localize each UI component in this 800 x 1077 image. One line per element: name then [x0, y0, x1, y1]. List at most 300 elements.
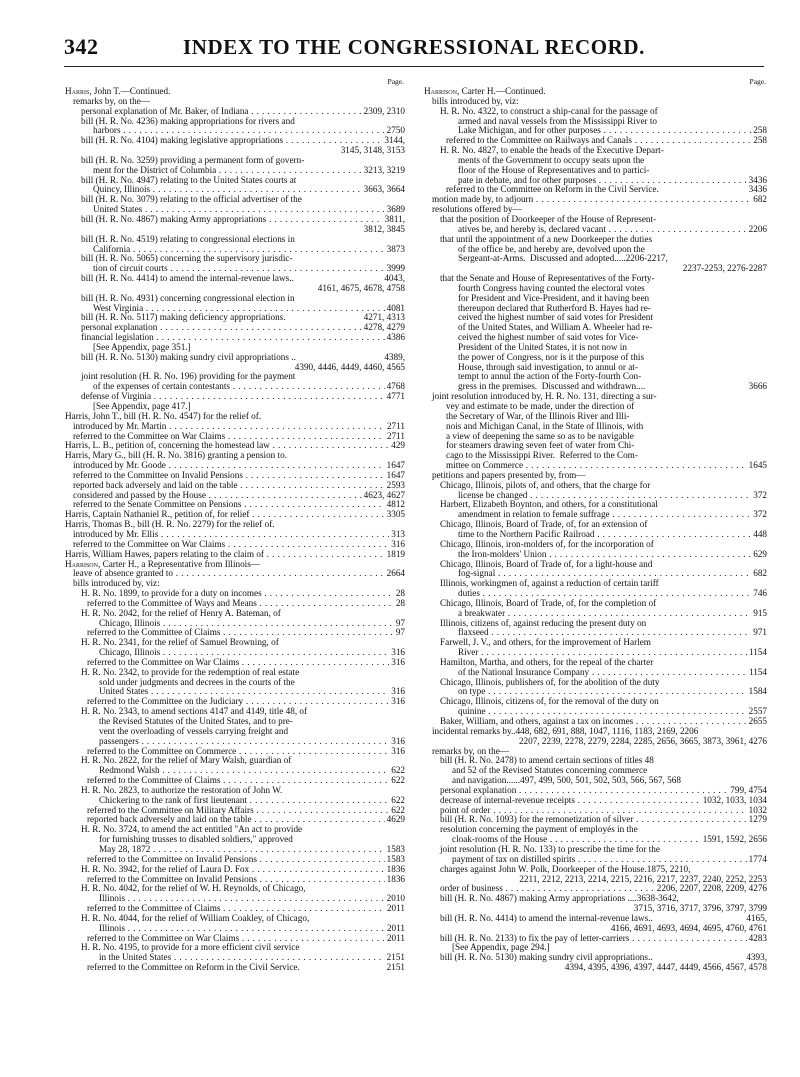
- entry-text: bill (H. R. No. 4931) concerning congressional election in: [81, 292, 295, 303]
- entry-text: 4161, 4675, 4678, 4758: [317, 282, 405, 293]
- index-entry-line: [65, 117, 405, 127]
- entry-text: Harris, John T.—Continued.: [65, 86, 171, 96]
- entry-text: personal explanation . . .: [440, 786, 767, 795]
- page-reference: 1591, 1592, 2656: [702, 835, 767, 845]
- index-entry-line: [65, 195, 405, 205]
- index-entry-line: [65, 254, 405, 264]
- index-entry-line: [65, 126, 405, 136]
- entry-text: duties . . .: [458, 589, 767, 598]
- page-reference: 4043,: [384, 273, 405, 284]
- entry-text: 4390, 4446, 4449, 4460, 4565: [294, 361, 405, 372]
- entry-text: fourth Congress having counted the electoral votes: [458, 282, 645, 293]
- entry-text: amendment in relation to female suffrage . . .: [458, 510, 767, 519]
- page-reference: 2206, 2207, 2208, 2209, 4276: [656, 884, 767, 894]
- index-entry-line: [424, 697, 767, 707]
- page-reference: 1154: [748, 648, 767, 658]
- entry-text: fog-signal . . .: [458, 569, 767, 578]
- page-reference: 3213, 3219: [363, 165, 405, 175]
- page-reference: 3305: [386, 510, 405, 520]
- index-entry-line: [424, 638, 767, 648]
- index-entry-line: [424, 117, 767, 127]
- page-reference: 4165,: [746, 912, 767, 923]
- page-title: INDEX TO THE CONGRESSIONAL RECORD.: [182, 35, 646, 59]
- index-entry-line: [424, 924, 767, 934]
- page-reference: 97: [395, 618, 405, 628]
- entry-text: 2207, 2239, 2278, 2279, 2284, 2285, 2656, 3665, 3873, 3961, 4276: [518, 735, 767, 746]
- entry-text: joint resolution introduced by, H. R. No. 131, directing a sur-: [432, 391, 657, 402]
- entry-text: bill (H. R. No. 2478) to amend certain sections of titles 48: [440, 755, 654, 766]
- page-reference: 622: [391, 766, 405, 776]
- index-entry-line: [424, 963, 767, 973]
- entry-text: cloak-rooms of the House . . .: [452, 835, 767, 844]
- page-reference: 316: [391, 539, 405, 549]
- index-entry-line: [424, 500, 767, 510]
- page-reference: 2011: [386, 904, 405, 914]
- entry-text: Illinois . . .: [99, 894, 405, 903]
- entry-text: May 28, 1872 . . .: [99, 845, 405, 854]
- page-reference: 4271, 4313: [363, 312, 405, 323]
- entry-text: referred to the Committee on Commerce . . .: [87, 747, 405, 756]
- entry-text: bills introduced by, viz:: [73, 578, 160, 589]
- entry-text: referred to the Committee on Invalid Pensions . . .: [87, 875, 405, 884]
- index-entry-line: [65, 786, 405, 796]
- entry-text: petitions and papers presented by, from—: [432, 469, 586, 480]
- entry-text: for furnishing trusses to disabled soldiers," approved: [99, 834, 293, 845]
- page-reference: 448: [753, 529, 767, 539]
- entry-text: H. R. No. 2342, to provide for the redemption of real estate: [81, 666, 300, 677]
- entry-text: considered and passed by the House . . .: [73, 491, 405, 500]
- entry-text: joint resolution (H. R. No. 196) providing for the payment: [81, 371, 296, 382]
- entry-text: decrease of internal-revenue receipts . . .: [440, 796, 767, 805]
- page-reference: 2711: [386, 431, 405, 441]
- page-reference: 1647: [386, 470, 405, 480]
- entry-text: and navigation......497, 499, 500, 501, 502, 503, 566, 567, 568: [452, 775, 681, 786]
- page-reference: 4386: [386, 333, 405, 343]
- entry-text: Chicago, Illinois, publishers of, for the abolition of the duty: [440, 676, 660, 687]
- page-number: 342: [64, 34, 99, 59]
- entry-text: bill (H. R. No. 5130) making sundry civil appropriations ..: [81, 351, 296, 362]
- index-entry-line: [424, 579, 767, 589]
- index-entry-line: [65, 176, 405, 186]
- entry-text: point of order . . .: [440, 806, 767, 815]
- index-entry-line: [65, 855, 405, 865]
- page-reference: 28: [395, 598, 405, 608]
- page-reference: 3144,: [384, 136, 405, 146]
- entry-text: of the office be, and hereby are, devolved upon the: [458, 243, 645, 254]
- page-reference: 2151: [386, 962, 405, 973]
- entry-text: 4166, 4691, 4693, 4694, 4695, 4760, 4761: [610, 922, 767, 933]
- page-reference: 3436: [748, 184, 767, 195]
- entry-text: Chicago, Illinois, iron-molders of, for the incorporation of: [440, 538, 654, 549]
- page-reference: 316: [391, 746, 405, 756]
- index-entry-line: [424, 599, 767, 609]
- entry-text: referred to the Committee on Invalid Pensions . . .: [87, 855, 405, 864]
- entry-text: bill (H. R. No. 3259) providing a permanent form of govern-: [81, 154, 305, 165]
- page-reference: 316: [391, 648, 405, 658]
- page-reference: 258: [753, 136, 767, 146]
- entry-text: floor of the House of Representatives and to partici-: [458, 164, 650, 175]
- page-header: [64, 34, 764, 67]
- page-reference: 915: [753, 608, 767, 618]
- index-entry-line: [65, 619, 405, 629]
- page-reference: 3663, 3664: [363, 185, 405, 195]
- entry-text: that the Senate and House of Representatives of the Forty-: [440, 273, 655, 284]
- page-reference: 4393,: [746, 952, 767, 963]
- entry-text: nois and Michigan Canal, in the State of Illinois, with: [446, 420, 644, 431]
- index-entry-line: [65, 737, 405, 747]
- entry-text: the Iron-molders' Union . . .: [458, 550, 767, 559]
- entry-text: H. R. No. 4195, to provide for a more efficient civil service: [81, 942, 300, 953]
- entry-text: referred to the Committee on Invalid Pensions . . .: [73, 471, 405, 480]
- entry-text: resolution concerning the payment of employés in the: [440, 824, 638, 835]
- page-reference: 28: [395, 589, 405, 599]
- page-reference: 97: [395, 628, 405, 638]
- entry-text: H. R. No. 2823, to authorize the restoration of John W.: [81, 784, 283, 795]
- entry-text: vey and estimate to be made, under the direction of: [446, 401, 635, 411]
- entry-text: 3812, 3845: [363, 223, 405, 234]
- entry-text: Harrison, Carter H., a Representative from Illinois—: [65, 558, 260, 569]
- entry-text: referred to the Committee of Ways and Means . . .: [87, 599, 405, 608]
- entry-text: H. R. No. 2343, to amend sections 4147 and 4149, title 48, of: [81, 706, 308, 717]
- index-entry-line: [65, 461, 405, 471]
- index-entry-line: [424, 560, 767, 570]
- page-reference: 799, 4754: [730, 785, 767, 795]
- page-reference: 2711: [386, 421, 405, 431]
- entry-text: on type . . .: [458, 687, 767, 696]
- entry-text: bill (H. R. No. 5117) making deficiency appropriations.: [81, 312, 286, 323]
- entry-text: Harris, L. B., petition of, concerning the homestead law . . .: [65, 441, 405, 450]
- entry-text: Redmond Walsh . . .: [99, 766, 405, 775]
- entry-text: and 52 of the Revised Statutes concerning commerce: [452, 765, 648, 776]
- entry-text: [See Appendix, page 417.]: [93, 401, 191, 411]
- page-reference: 2750: [386, 126, 405, 136]
- entry-text: introduced by Mr. Ellis . . .: [73, 530, 405, 539]
- page-reference: 1583: [386, 844, 405, 854]
- entry-text: bill (H. R. No. 4519) relating to congressional elections in: [81, 233, 295, 244]
- index-entry-line: [65, 481, 405, 491]
- page-reference: 2655: [748, 717, 767, 726]
- index-entry-line: [65, 215, 405, 225]
- entry-text: for steamers drawing seven feet of water from Chi-: [446, 440, 635, 451]
- index-entry-line: [65, 372, 405, 382]
- entry-text: [See Appendix, page 294.]: [452, 942, 550, 953]
- entry-text: a view of deepening the same so as to be navigable: [446, 430, 634, 441]
- page-reference: 2664: [386, 569, 405, 579]
- page-reference: 1836: [386, 874, 405, 884]
- index-entry-line: [65, 865, 405, 875]
- index-entry-line: [65, 382, 405, 392]
- entry-text: in the United States . . .: [99, 953, 405, 962]
- page-reference: 3689: [386, 205, 405, 215]
- entry-text: Harris, Thomas B., bill (H. R. No. 2279) for the relief of.: [65, 519, 275, 530]
- entry-text: reported back adversely and laid on the table . . .: [73, 481, 405, 490]
- entry-text: H. R. No. 4044, for the relief of William Coakley, of Chicago,: [81, 912, 310, 923]
- page-reference: 682: [753, 195, 767, 205]
- entry-text: charges against John W. Polk, Doorkeeper of the House.1875, 2210,: [440, 863, 691, 874]
- index-entry-line: [65, 609, 405, 619]
- page-reference: 622: [391, 776, 405, 786]
- page-reference: 313: [391, 529, 405, 539]
- entry-text: Baker, William, and others, against a tax on incomes . . .: [440, 717, 767, 726]
- index-entry-line: [65, 884, 405, 894]
- entry-text: H. R. No. 4042, for the relief of W. H. Reynolds, of Chicago,: [81, 883, 306, 894]
- page-reference: 629: [753, 549, 767, 559]
- entry-text: tion of circuit courts . . .: [93, 264, 405, 273]
- entry-text: pate in debate, and for other purposes . . .: [458, 176, 767, 185]
- entry-text: tempt to annul the action of the Forty-fourth Con-: [458, 371, 642, 382]
- index-entry-line: [65, 845, 405, 855]
- page-reference: 316: [391, 657, 405, 667]
- entry-text: that until the appointment of a new Doorkeeper the duties: [440, 233, 653, 244]
- page-reference: 316: [391, 697, 405, 707]
- entry-text: the Secretary of War, of the Illinois River and Illi-: [446, 410, 630, 421]
- index-entry-line: [65, 294, 405, 304]
- index-entry-line: [424, 875, 767, 885]
- page-reference: 4629: [386, 815, 405, 825]
- page-reference: 4389,: [384, 351, 405, 362]
- entry-text: personal explanation . . .: [81, 323, 405, 332]
- entry-text: harbors . . .: [93, 126, 405, 135]
- entry-text: bill (H. R. No. 4414) to amend the internal-revenue laws..: [81, 273, 294, 284]
- index-entry-line: [424, 540, 767, 550]
- entry-text: leave of absence granted to . . .: [73, 569, 405, 578]
- index-entry-line: [65, 914, 405, 924]
- entry-text: H. R. No. 3942, for the relief of Laura D. Fox . . .: [81, 865, 405, 874]
- index-entry-line: [65, 235, 405, 245]
- entry-text: River . . .: [458, 648, 767, 657]
- entry-text: flaxseed . . .: [458, 628, 767, 637]
- index-entry-line: [424, 185, 767, 195]
- entry-text: West Virginia . . .: [93, 304, 405, 313]
- index-entry-line: [65, 589, 405, 599]
- page-reference: 2010: [386, 894, 405, 904]
- entry-text: of the United States, and William A. Wheeler had re-: [458, 322, 653, 333]
- index-entry-line: [424, 707, 767, 717]
- entry-text: Lake Michigan, and for other purposes . . .: [458, 126, 767, 135]
- index-entry-line: [424, 215, 767, 225]
- page-reference: 2557: [748, 707, 767, 717]
- entry-text: of the National Insurance Company . . .: [458, 668, 767, 677]
- index-entry-line: [65, 678, 405, 688]
- entry-text: bill (H. R. No. 5130) making sundry civil appropriations..: [440, 952, 653, 963]
- index-entry-line: [424, 776, 767, 786]
- entry-text: referred to the Committee on War Claims . . .: [87, 934, 405, 943]
- index-entry-line: [65, 806, 405, 816]
- index-entry-line: [65, 924, 405, 934]
- entry-text: passengers . . .: [99, 737, 405, 746]
- entry-text: license be changed . . .: [458, 491, 767, 500]
- index-entry-line: [65, 835, 405, 845]
- entry-text: joint resolution (H. R. No. 133) to prescribe the time for the: [440, 843, 660, 854]
- entry-text: referred to the Committee of Claims . . .: [87, 904, 405, 913]
- page-reference: 4081: [386, 303, 405, 313]
- entry-text: bill (H. R. No. 4947) relating to the United States courts at: [81, 174, 297, 185]
- entry-text: of the expenses of certain contestants . . .: [93, 382, 405, 391]
- page-reference: 316: [391, 687, 405, 697]
- entry-text: 2211, 2212, 2213, 2214, 2215, 2216, 2217, 2237, 2240, 2252, 2253: [519, 873, 767, 884]
- index-entry-line: [65, 638, 405, 648]
- entry-text: Chicago, Illinois, Board of Trade, of, for an extension of: [440, 519, 648, 530]
- entry-text: remarks by, on the—: [432, 745, 509, 756]
- entry-text: financial legislation . . .: [81, 333, 405, 342]
- entry-text: referred to the Committee on Railways and Canals . . .: [446, 136, 767, 145]
- entry-text: California . . .: [93, 245, 405, 254]
- index-column-right: [424, 76, 767, 973]
- index-entry-line: [65, 963, 405, 973]
- entry-text: payment of tax on distilled spirits . . .: [452, 855, 767, 864]
- entry-text: vent the overloading of vessels carrying freight and: [99, 725, 289, 736]
- entry-text: motion made by, to adjourn . . .: [432, 195, 767, 204]
- page-reference: 316: [391, 736, 405, 746]
- entry-text: Quincy, Illinois . . .: [93, 185, 405, 194]
- entry-text: referred to the Committee of Claims . . .: [87, 628, 405, 637]
- index-entry-line: [65, 756, 405, 766]
- index-entry-line: [65, 727, 405, 737]
- entry-text: gress in the premises. Discussed and withdrawn....: [458, 381, 646, 392]
- index-entry-line: [65, 648, 405, 658]
- entry-text: introduced by Mr. Goode . . .: [73, 461, 405, 470]
- entry-text: thereupon declared that Rutherford B. Hayes had re-: [458, 302, 651, 313]
- entry-text: armed and naval vessels from the Mississippi River to: [458, 115, 658, 126]
- index-entry-line: [65, 313, 405, 323]
- entry-text: 3715, 3716, 3717, 3796, 3797, 3799: [633, 903, 767, 914]
- entry-text: Farwell, J. V., and others, for the improvement of Harlem: [440, 637, 651, 648]
- index-entry-line: [65, 205, 405, 215]
- index-entry-line: [65, 500, 405, 510]
- page-reference: 2206: [748, 224, 767, 234]
- index-entry-line: [424, 786, 767, 796]
- entry-text: personal explanation of Mr. Baker, of Indiana . . .: [81, 107, 405, 116]
- page-reference: 4771: [386, 392, 405, 402]
- entry-text: United States . . .: [93, 205, 405, 214]
- entry-text: quinine . . .: [458, 707, 767, 716]
- entry-text: bills introduced by, viz:: [432, 95, 519, 106]
- entry-text: mittee on Commerce . . .: [446, 461, 767, 470]
- entry-text: bill (H. R. No. 4236) making appropriations for rivers and: [81, 115, 295, 126]
- page-reference: 1645: [748, 461, 767, 471]
- entry-text: Chicago, Illinois, Board of Trade of, for a light-house and: [440, 558, 653, 569]
- index-entry-line: [65, 451, 405, 461]
- entry-text: H. R. No. 1899, to provide for a duty on incomes . . .: [81, 589, 405, 598]
- entry-text: that the position of Doorkeeper of the House of Represent-: [440, 213, 657, 224]
- entry-text: defense of Virginia . . .: [81, 392, 405, 401]
- entry-text: ceived the highest number of said votes for Vice-: [458, 332, 639, 343]
- page-reference: 1032: [748, 805, 767, 815]
- index-entry-line: [65, 491, 405, 501]
- entry-text: ment for the District of Columbia . . .: [93, 166, 405, 175]
- page-reference: 1819: [386, 549, 405, 559]
- page-reference: 1583: [386, 854, 405, 864]
- page-reference: 258: [753, 126, 767, 136]
- surname-heading: Harrison: [65, 558, 98, 569]
- index-entry-line: [65, 432, 405, 442]
- page-reference: 429: [391, 441, 405, 451]
- index-entry-line: [65, 796, 405, 806]
- entry-text: [See Appendix, page 351.]: [93, 341, 191, 352]
- entry-text: Harbert, Elizabeth Boynton, and others, for a constitutional: [440, 499, 658, 510]
- entry-text: H. R. No. 2341, for the relief of Samuel Browning, of: [81, 637, 279, 648]
- index-entry-line: [65, 520, 405, 530]
- entry-text: resolutions offered by—: [432, 204, 522, 215]
- index-entry-line: [424, 520, 767, 530]
- entry-text: Hamilton, Martha, and others, for the repeal of the charter: [440, 656, 654, 667]
- index-lines: [424, 87, 767, 973]
- entry-text: Harris, Mary G., bill (H. R. No. 3816) granting a pension to.: [65, 450, 287, 461]
- entry-text: 3145, 3148, 3153: [340, 145, 405, 156]
- entry-text: H. R. No. 4827, to enable the heads of the Executive Depart-: [440, 145, 664, 156]
- index-entry-line: [65, 579, 405, 589]
- page-reference: 971: [753, 628, 767, 638]
- index-entry-line: [424, 126, 767, 136]
- entry-text: Chicago, Illinois, Board of Trade, of, for the completion of: [440, 597, 657, 608]
- index-entry-line: [65, 766, 405, 776]
- index-entry-line: [424, 451, 767, 461]
- entry-text: H. R. No. 2042, for the relief of Henry A. Bateman, of: [81, 607, 281, 618]
- page-reference: 3436: [748, 175, 767, 185]
- entry-text: reported back adversely and laid on the table . . .: [87, 815, 405, 824]
- index-entry-line: [65, 422, 405, 432]
- entry-text: Illinois, workingmen of, against a reduction of certain tariff: [440, 578, 659, 589]
- index-entry-line: [424, 619, 767, 629]
- index-entry-line: [65, 412, 405, 422]
- entry-text: referred to the Committee on Reform in the Civil Service.: [87, 962, 300, 973]
- entry-text: Harrison, Carter H.—Continued.: [424, 86, 546, 96]
- entry-text: incidental remarks by..448, 682, 691, 888, 1047, 1116, 1183, 2169, 2206: [432, 725, 699, 736]
- entry-text: H. R. No. 3724, to amend the act entitled "An act to provide: [81, 824, 303, 835]
- entry-text: H. R. No. 2822, for the relief of Mary Walsh, guardian of: [81, 755, 292, 766]
- entry-text: Sergeant-at-Arms. Discussed and adopted.....2206-2217,: [458, 253, 668, 264]
- entry-text: bill (H. R. No. 4867) making Army appropriations ....3638-3642,: [440, 893, 679, 904]
- index-lines: [65, 87, 405, 973]
- entry-text: ments of the Government to occupy seats upon the: [458, 154, 645, 165]
- page-reference: 1032, 1033, 1034: [702, 795, 767, 805]
- entry-text: Chicago, Illinois, citizens of, for the removal of the duty on: [440, 696, 659, 707]
- entry-text: the power of Congress, nor is it the purpose of this: [458, 351, 645, 362]
- page-column-label: Page.: [749, 77, 766, 86]
- page-reference: 4623, 4627: [363, 490, 405, 500]
- page-reference: 1647: [386, 461, 405, 471]
- entry-text: referred to the Committee of Claims . . .: [87, 776, 405, 785]
- entry-text: sold under judgments and decrees in the courts of the: [99, 676, 295, 687]
- entry-text: 2237-2253, 2276-2287: [682, 263, 767, 274]
- index-entry-line: [424, 678, 767, 688]
- page-reference: 1774: [748, 854, 767, 864]
- page-reference: 682: [753, 569, 767, 579]
- entry-text: order of business . . .: [440, 884, 767, 893]
- entry-text: bill (H. R. No. 3079) relating to the official advertiser of the: [81, 194, 302, 205]
- entry-text: referred to the Committee on Reform in the Civil Service.: [446, 184, 659, 195]
- index-entry-line: [65, 323, 405, 333]
- entry-text: a breakwater . . .: [458, 609, 767, 618]
- index-entry-line: [65, 530, 405, 540]
- page-reference: 2151: [386, 953, 405, 963]
- entry-text: referred to the Committee on Military Affairs . . .: [87, 806, 405, 815]
- entry-text: President of the United States, it is not now in: [458, 341, 627, 352]
- page-reference: 372: [753, 490, 767, 500]
- surname-heading: Harrison: [424, 86, 457, 96]
- page-reference: 3873: [386, 244, 405, 254]
- page-reference: 2593: [386, 480, 405, 490]
- entry-text: ceived the highest number of said votes for President: [458, 312, 653, 323]
- entry-text: cago to the Mississippi River. Referred to the Com-: [446, 450, 638, 461]
- entry-text: referred to the Committee on War Claims . . .: [87, 658, 405, 667]
- page-reference: 2309, 2310: [363, 106, 405, 116]
- entry-text: Chicago, Illinois . . .: [99, 619, 405, 628]
- page-reference: 746: [753, 589, 767, 599]
- entry-text: H. R. No. 4322, to construct a ship-canal for the passage of: [440, 105, 658, 116]
- entry-text: remarks by, on the—: [73, 95, 150, 106]
- index-entry-line: [424, 845, 767, 855]
